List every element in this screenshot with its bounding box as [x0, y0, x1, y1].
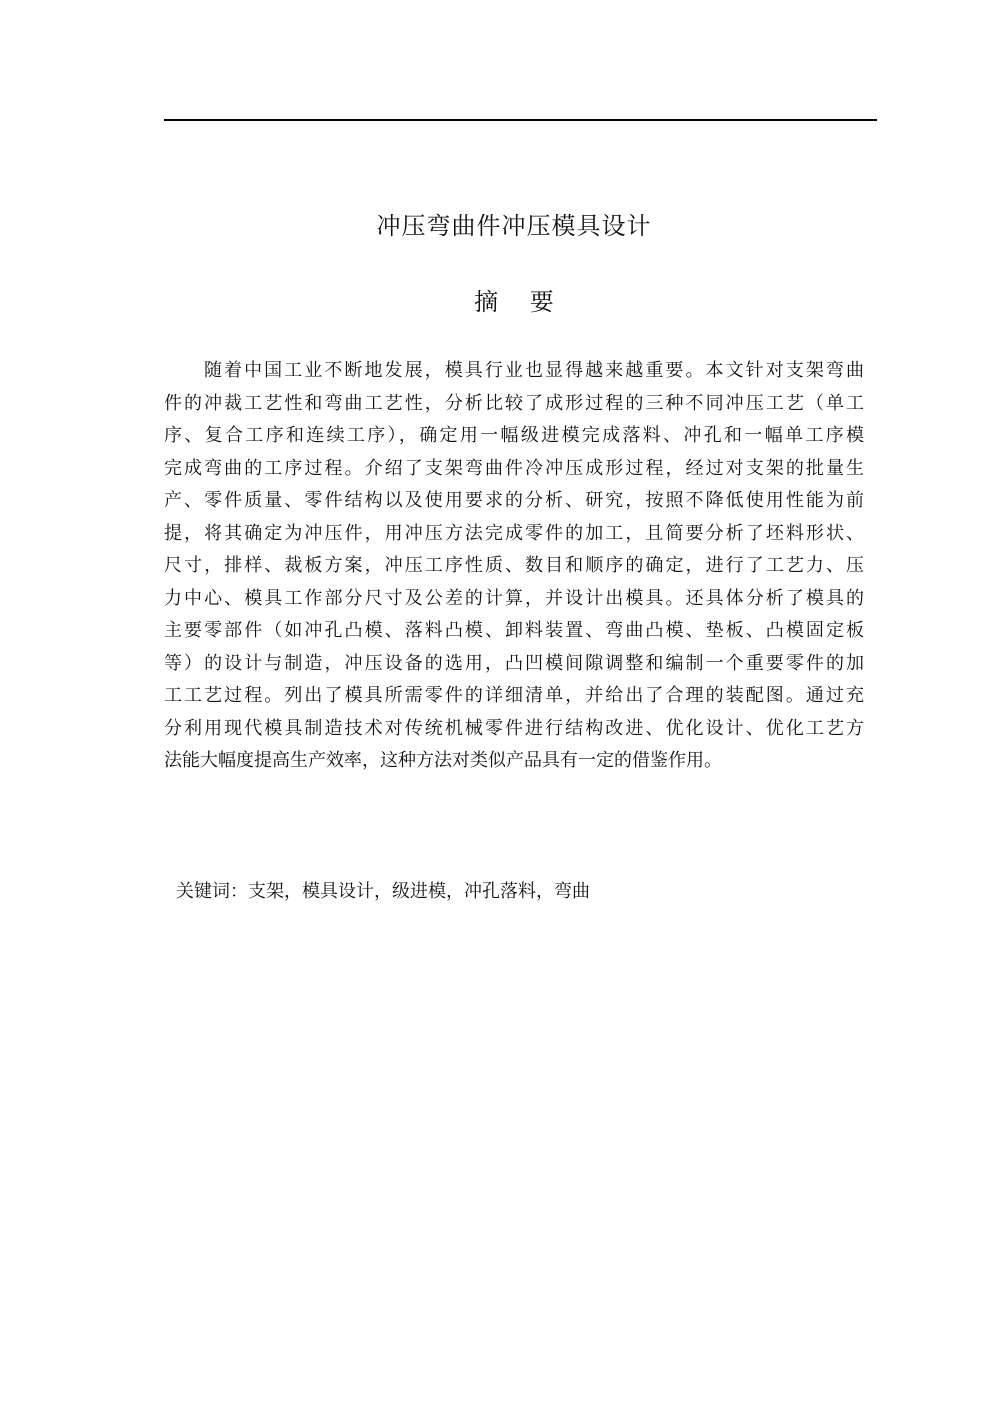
document-title: 冲压弯曲件冲压模具设计 — [376, 212, 652, 240]
abstract-line: 随着中国工业不断地发展，模具行业也显得越来越重要。本文针对支架弯曲 — [204, 360, 864, 381]
abstract-line: 尺寸，排样、裁板方案，冲压工序性质、数目和顺序的确定，进行了工艺力、压 — [164, 555, 864, 576]
abstract-line: 序、复合工序和连续工序），确定用一幅级进模完成落料、冲孔和一幅单工序模 — [164, 425, 864, 446]
header-rule — [164, 119, 877, 121]
abstract-line: 产、零件质量、零件结构以及使用要求的分析、研究，按照不降低使用性能为前 — [164, 490, 864, 511]
abstract-line: 等）的设计与制造，冲压设备的选用，凸凹模间隙调整和编制一个重要零件的加 — [164, 652, 864, 674]
abstract-line: 分利用现代模具制造技术对传统机械零件进行结构改进、优化设计、优化工艺方 — [164, 717, 864, 739]
keywords: 关键词：支架，模具设计，级进模，冲孔落料，弯曲 — [176, 881, 590, 902]
abstract-line: 提，将其确定为冲压件，用冲压方法完成零件的加工，且简要分析了坯料形状、 — [164, 522, 864, 544]
abstract-body — [164, 355, 864, 778]
abstract-line: 力中心、模具工作部分尺寸及公差的计算，并设计出模具。还具体分析了模具的 — [164, 587, 864, 609]
abstract-line: 件的冲裁工艺性和弯曲工艺性，分析比较了成形过程的三种不同冲压工艺（单工 — [164, 392, 864, 414]
abstract-line: 完成弯曲的工序过程。介绍了支架弯曲件冷冲压成形过程，经过对支架的批量生 — [164, 457, 864, 479]
abstract-line: 主要零部件（如冲孔凸模、落料凸模、卸料装置、弯曲凸模、垫板、凸模固定板 — [164, 620, 864, 641]
abstract-line: 法能大幅度提高生产效率，这种方法对类似产品具有一定的借鉴作用。 — [164, 750, 722, 771]
abstract-heading: 摘 要 — [474, 288, 566, 316]
abstract-line: 工工艺过程。列出了模具所需零件的详细清单，并给出了合理的装配图。通过充 — [164, 685, 864, 706]
